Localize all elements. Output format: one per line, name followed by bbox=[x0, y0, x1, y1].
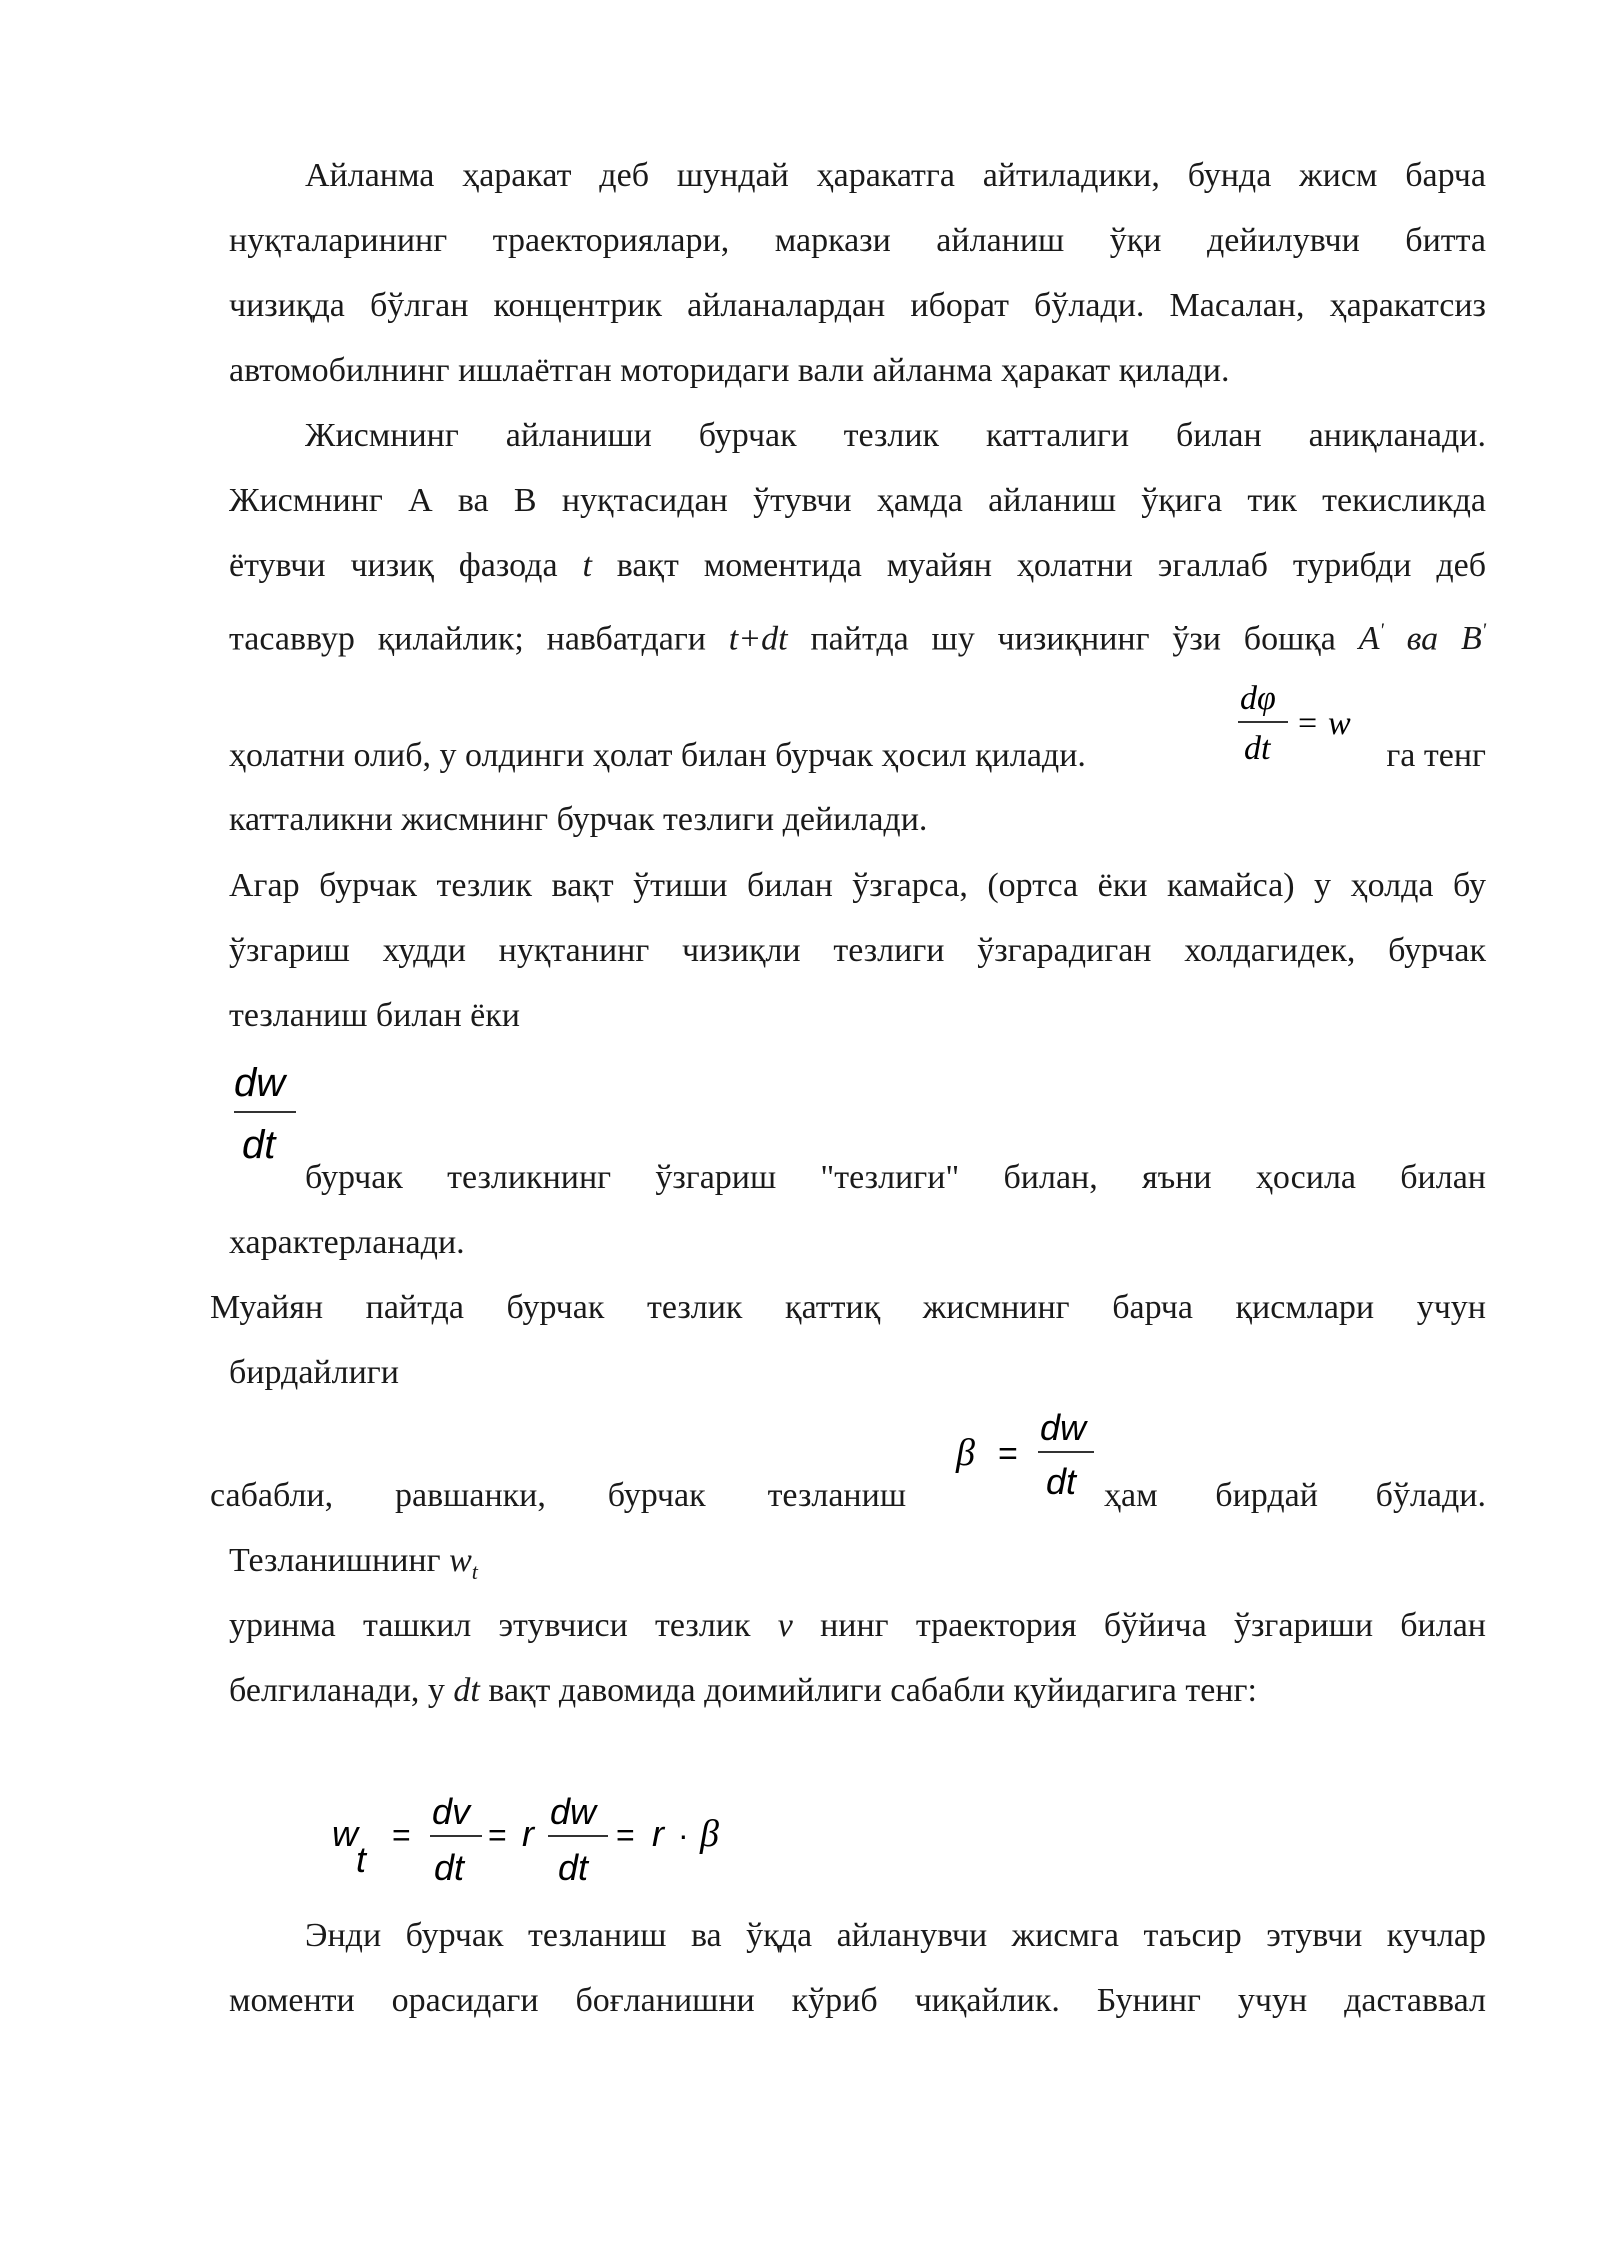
text: вақт давомида доимийлиги сабабли қуйидагига тенг: bbox=[479, 1672, 1257, 1709]
text: нинг траектория бўйича ўзгариши билан bbox=[792, 1607, 1487, 1644]
paragraph-2-line-5-left: ҳолатни олиб, у олдинги ҳолат билан бурчак ҳосил қилади. bbox=[229, 737, 1086, 774]
var-t: t bbox=[582, 547, 592, 584]
paragraph-2-line-1: Жисмнинг айланиши бурчак тезлик катталиги билан аниқланади. bbox=[305, 417, 1486, 454]
text: Тезланишнинг bbox=[229, 1542, 450, 1579]
equals-sign: = bbox=[998, 1435, 1018, 1473]
subscript-t: t bbox=[356, 1839, 367, 1880]
paragraph-1-line-3: чизиқда бўлган концентрик айланалардан иборат бўлади. Масалан, ҳаракатсиз bbox=[229, 287, 1486, 324]
word-va: ва bbox=[1383, 620, 1461, 658]
beta-symbol: β bbox=[700, 1813, 719, 1855]
numerator-dw: dw bbox=[550, 1791, 597, 1832]
paragraph-2-line-3 bbox=[229, 546, 1486, 586]
var-r-1: r bbox=[522, 1813, 534, 1854]
text: вақт моментида муайян ҳолатни эгаллаб турибди деб bbox=[591, 547, 1487, 584]
formula-numerator: dφ bbox=[1240, 680, 1276, 717]
paragraph-2-line-2: Жисмнинг А ва В нуқтасидан ўтувчи ҳамда айланиш ўқига тик текисликда bbox=[229, 482, 1486, 519]
numerator-dv: dv bbox=[432, 1791, 471, 1832]
text: пайтда шу чизиқнинг ўзи бошқа bbox=[787, 620, 1359, 658]
paragraph-4-line-4 bbox=[229, 1541, 1486, 1584]
paragraph-1-line-2: нуқталарининг траекториялари, маркази айланиш ўқи дейилувчи битта bbox=[229, 222, 1486, 259]
text: тасаввур қилайлик; навбатдаги bbox=[229, 620, 729, 658]
formula-angular-velocity bbox=[1230, 675, 1380, 775]
formula-angular-acceleration bbox=[228, 1056, 308, 1176]
prime-mark: ' bbox=[1379, 620, 1384, 642]
equals-sign: = bbox=[1298, 705, 1318, 742]
paragraph-3-line-5: характерланади. bbox=[229, 1224, 465, 1261]
var-w: w bbox=[332, 1813, 358, 1854]
paragraph-5-line-1 bbox=[229, 1606, 1486, 1646]
formula-denominator: dt bbox=[1046, 1461, 1077, 1502]
paragraph-3-line-4: бурчак тезликнинг ўзгариш "тезлиги" билан, яъни ҳосила билан bbox=[305, 1159, 1486, 1196]
paragraph-1-line-4: автомобилнинг ишлаётган моторидаги вали айланма ҳаракат қилади. bbox=[229, 352, 1230, 389]
paragraph-3-line-1: Агар бурчак тезлик вақт ўтиши билан ўзгарса, (ортса ёки камайса) у ҳолда бу bbox=[229, 867, 1486, 904]
formula-denominator: dt bbox=[1244, 730, 1271, 767]
paragraph-5-line-2 bbox=[229, 1671, 1486, 1711]
paragraph-1-line-1: Айланма ҳаракат деб шундай ҳаракатга айтиладики, бунда жисм барча bbox=[305, 157, 1486, 194]
paragraph-2-line-6: катталикни жисмнинг бурчак тезлиги дейилади. bbox=[229, 801, 928, 838]
paragraph-4-line-3-left: сабабли, равшанки, бурчак тезланиш bbox=[210, 1477, 906, 1514]
paragraph-2-line-4 bbox=[229, 611, 1486, 658]
text: уринма ташкил этувчиси тезлик bbox=[229, 1607, 778, 1644]
formula-tangential-acceleration bbox=[326, 1790, 746, 1900]
denominator-dt-2: dt bbox=[558, 1847, 589, 1888]
denominator-dt-1: dt bbox=[434, 1847, 465, 1888]
var-dt: dt bbox=[453, 1672, 480, 1709]
var-v: v bbox=[777, 1607, 793, 1644]
formula-denominator: dt bbox=[242, 1123, 276, 1167]
dot-operator: · bbox=[678, 1817, 689, 1853]
var-r-2: r bbox=[652, 1813, 664, 1854]
point-b: B bbox=[1460, 620, 1482, 658]
formula-beta bbox=[948, 1402, 1098, 1512]
paragraph-4-line-3-right: ҳам бирдай бўлади. bbox=[1104, 1477, 1486, 1514]
beta-symbol: β bbox=[956, 1432, 975, 1474]
formula-numerator: dw bbox=[234, 1061, 286, 1105]
prime-mark: ' bbox=[1481, 620, 1486, 642]
var-w: w bbox=[449, 1542, 472, 1579]
subscript-t: t bbox=[471, 1558, 478, 1584]
equals-sign-3: = bbox=[616, 1817, 635, 1853]
var-t-dt: t+dt bbox=[728, 620, 788, 658]
equals-sign-1: = bbox=[392, 1817, 411, 1853]
text: ётувчи чизиқ фазода bbox=[229, 547, 583, 584]
paragraph-3-line-3: тезланиш билан ёки bbox=[229, 997, 520, 1034]
formula-numerator: dw bbox=[1040, 1407, 1087, 1448]
text: белгиланади, у bbox=[229, 1672, 454, 1709]
equals-sign-2: = bbox=[488, 1817, 507, 1853]
point-a: A bbox=[1358, 620, 1380, 658]
paragraph-2-line-5-right: га тенг bbox=[1386, 737, 1486, 774]
formula-rhs: w bbox=[1328, 705, 1351, 742]
paragraph-4-line-2: бирдайлиги bbox=[229, 1354, 399, 1391]
paragraph-3-line-2: ўзгариш худди нуқтанинг чизиқли тезлиги ўзгарадиган холдагидек, бурчак bbox=[229, 932, 1486, 969]
paragraph-6-line-2: моменти орасидаги боғланишни кўриб чиқайлик. Бунинг учун даставвал bbox=[229, 1982, 1486, 2019]
paragraph-4-line-1: Муайян пайтда бурчак тезлик қаттиқ жисмнинг барча қисмлари учун bbox=[210, 1289, 1486, 1326]
paragraph-6-line-1: Энди бурчак тезланиш ва ўқда айланувчи жисмга таъсир этувчи кучлар bbox=[305, 1917, 1486, 1954]
point-b-prime bbox=[1461, 620, 1486, 657]
point-a-prime bbox=[1359, 620, 1384, 657]
